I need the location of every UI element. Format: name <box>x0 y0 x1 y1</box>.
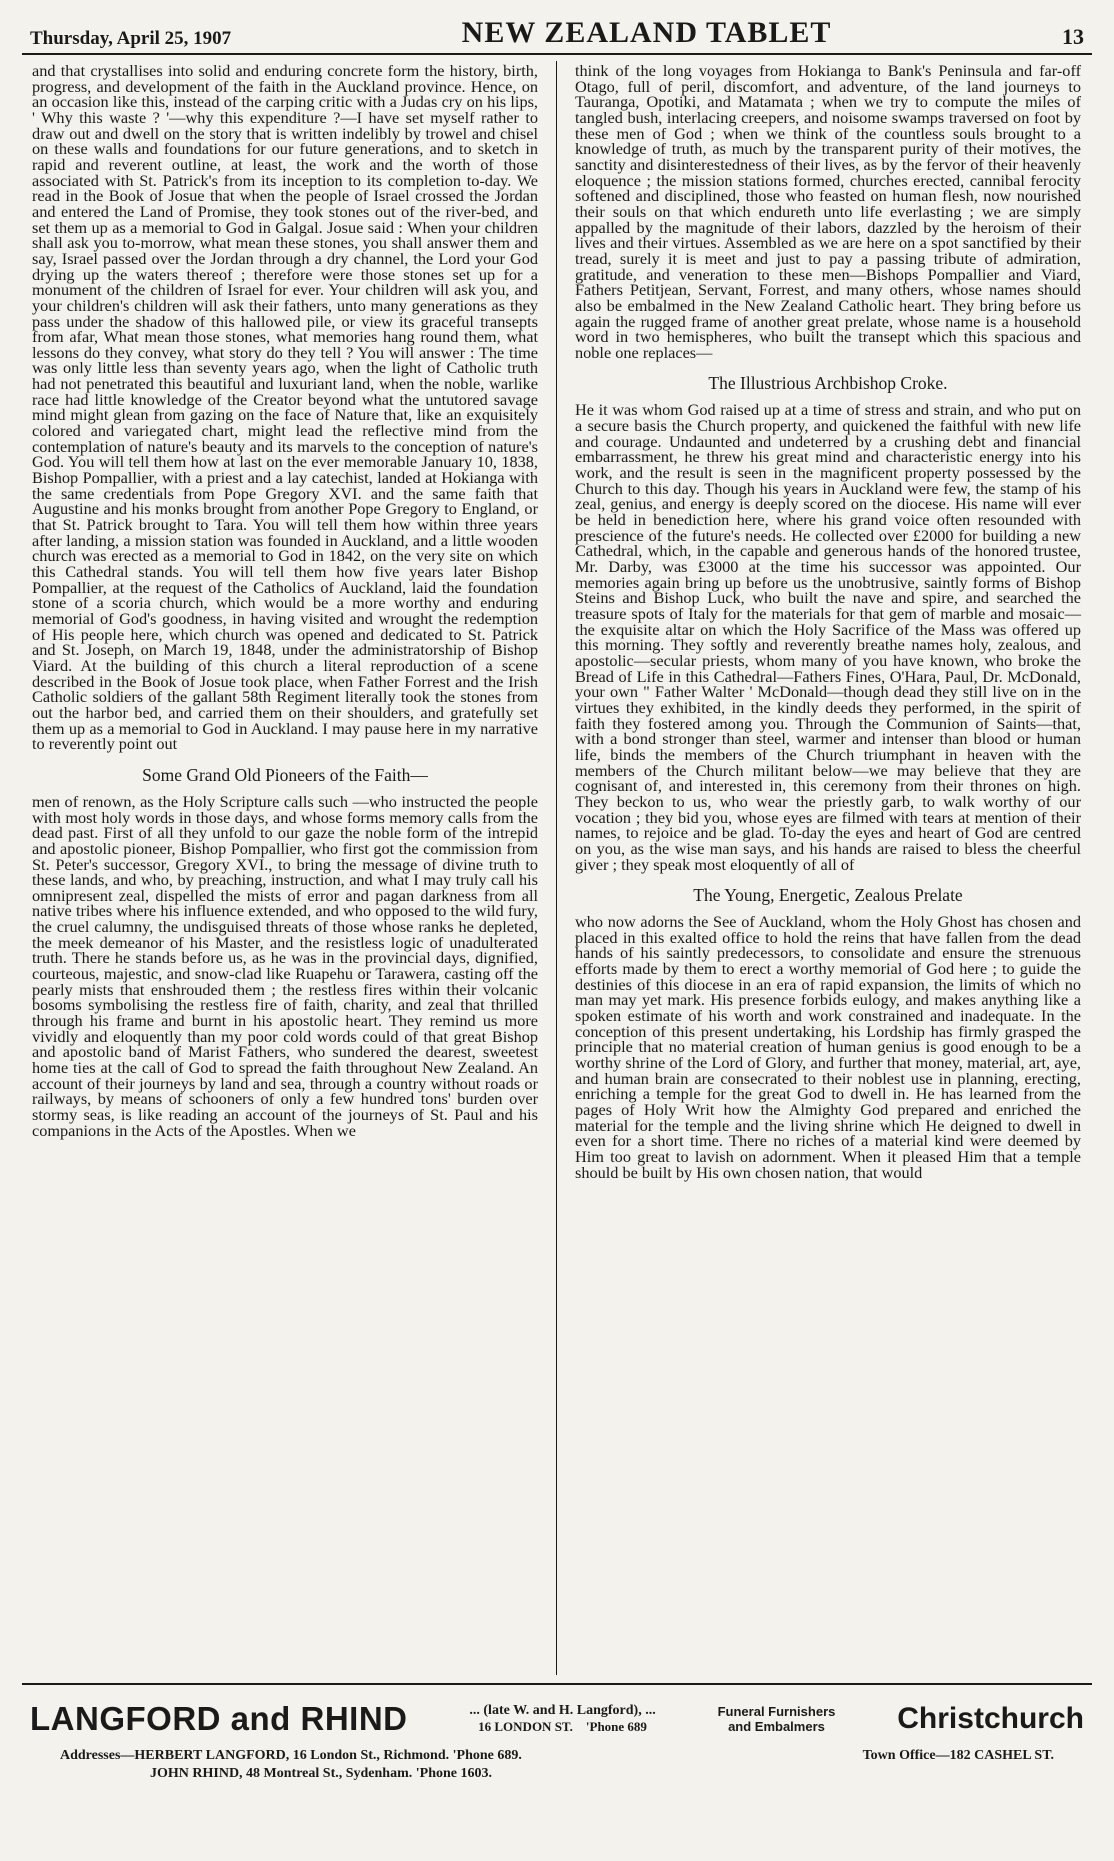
ad-address-1: Addresses—HERBERT LANGFORD, 16 London St., Richmond. 'Phone 689. <box>60 1748 522 1763</box>
ad-brand: LANGFORD and RHIND <box>30 1700 408 1737</box>
ad-details <box>469 1703 655 1735</box>
masthead <box>22 14 1092 55</box>
page-number: 13 <box>1061 24 1084 49</box>
ad-funeral-line-1: Funeral Furnishers <box>717 1704 836 1719</box>
newspaper-title: NEW ZEALAND TABLET <box>461 16 832 49</box>
left-column <box>22 59 548 1677</box>
section-subhead: The Young, Energetic, Zealous Prelate <box>693 885 963 906</box>
ad-address-2: JOHN RHIND, 48 Montreal St., Sydenham. 'Phone 1603. <box>150 1766 492 1781</box>
issue-date: Thursday, April 25, 1907 <box>30 28 232 49</box>
ad-addresses-row <box>30 1747 1084 1765</box>
article-paragraph: He it was whom God raised up at a time of stress and strain, and who put on a secure basis the Church property, and quickened the faithful with new life and courage. Undaunted and undeterred by a crushing debt and financial embarrassment, he threw his great mind and characteristic energy into his work, and the result is seen in the magnificent property possessed by the Church to this day. Though his years in Auckland were few, the stamp of his zeal, genius, and energy is deeply scored on the diocese. His name will ever be held in benediction here, where his grand voice often resounded with prescience of the future's needs. He collected over £2000 for building a new Cathedral, which, in the capable and generous hands of the honored trustee, Mr. Darby, was £3000 at the time his successor was appointed. Our memories again bring up before us the unobtrusive, saintly forms of Bishop Steins and Bishop Luck, who built the nave and spire, and searched the treasure spots of Italy for the materials for that gem of marble and mosaic—the exquisite altar on which the Holy Sacrifice of the Mass was offered up this morning. They softly and reverently breathe names holy, zealous, and apostolic—secular priests, whom many of you have known, who broke the Bread of Life in this Cathedral—Fathers Fines, O'Hara, Paul, Dr. McDonald, your own " Father Walter ' McDonald—though dead they still live on in the virtues they exhibited, in the kindly deeds they performed, in the spirit of faith they fostered among you. Through the Communion of Saints—that, with a bond stronger than steel, warmer and intenser than blood or human life, binds the members of the Church triumphant in heaven with the members of the Church militant below—we may believe that they are cognisant of, and interested in, this ceremony from their thrones on high. They beckon to us, who wear the priestly garb, to walk worthy of our vocation ; they bid you, whose eyes are filmed with tears at mention of their names, to rejoice and be glad. To-day the eyes and heart of God are centred on you, as the wise man says, and his hands are raised to bless the cheerful giver ; they speak most eloquently of all of <box>575 400 1081 874</box>
column-divider <box>556 61 557 1675</box>
section-subhead: The Illustrious Archbishop Croke. <box>708 373 948 394</box>
article-paragraph: who now adorns the See of Auckland, whom the Holy Ghost has chosen and placed in this exalted office to hold the reins that have fallen from the dead hands of his saintly predecessors, to consolidate and ensure the strenuous efforts made by them to erect a worthy memorial of God here ; to guide the destinies of this diocese in an era of rapid expansion, the limits of which no man may yet mark. His presence forbids eulogy, and makes anything like a spoken estimate of his worth and work constrained and inadequate. In the conception of this present undertaking, his Lordship has firmly grasped the principle that no material creation of human genius is good enough to be a worthy shrine of the Lord of Glory, and further that money, material, art, aye, and human brain are consecrated to their noblest use in planning, erecting, enriching a temple for the great God to dwell in. He has learned from the pages of Holy Writ how the Almighty God prepared and enriched the material for the temple and the living shrine which He deigned to dwell in even for a short time. There no riches of a material kind were deemed by Him too great to lavish on adornment. When it pleased Him that a temple should be built by His own chosen nation, that would <box>575 912 1081 1182</box>
advertisement <box>22 1685 1092 1803</box>
article-columns <box>22 59 1092 1677</box>
ad-addresses-row-2 <box>30 1765 1084 1783</box>
section-subhead: Some Grand Old Pioneers of the Faith— <box>142 764 428 785</box>
ad-street: 16 LONDON ST. <box>478 1719 573 1734</box>
ad-phone: 'Phone 689 <box>585 1719 647 1734</box>
ad-town-office: Town Office—182 CASHEL ST. <box>862 1748 1054 1763</box>
article-paragraph: think of the long voyages from Hokianga to Bank's Peninsula and far-off Otago, full of peril, discomfort, and adventure, of the land journeys to Tauranga, Opotiki, and Matamata ; when we try to compute the miles of tangled bush, interlacing creepers, and noisome swamps traversed on foot by these men of God ; when we think of the countless souls brought to a knowledge of truth, as much by the transparent purity of their motives, the sanctity and disinterestedness of their lives, as by the fervor of their heavenly eloquence ; the mission stations formed, churches erected, cannibal ferocity softened and disciplined, those who feasted on human flesh, now nourished their souls on that which endureth unto life everlasting ; we are simply appalled by the magnitude of their labors, dazzled by the heroism of their lives and their virtues. Assembled as we are here on a spot sanctified by their tread, surely it is meet and just to pay a passing tribute of admiration, gratitude, and veneration to these men—Bishops Pompallier and Viard, Fathers Petitjean, Servant, Forrest, and many others, whose names should also be embalmed in the New Zealand Catholic heart. They bring before us again the rugged frame of another great prelate, whose name is a household word in two hemispheres, who built the transept which this spacious and noble one replaces— <box>575 61 1081 362</box>
ad-funeral-services <box>718 1704 836 1734</box>
article-paragraph: men of renown, as the Holy Scripture calls such —who instructed the people with most holy words in those days, and whose forms memory calls from the dead past. First of all they unfold to our gaze the noble form of the intrepid and apostolic pioneer, Bishop Pompallier, who first got the commission from St. Peter's successor, Gregory XVI., to bring the message of divine truth to these lands, and who, by preaching, instruction, and what I may truly call his omnipresent zeal, dispelled the mists of error and pagan darkness from all native tribes where his influence extended, and who opposed to the wild fury, the cruel calumny, the undisguised threats of those whose ranks he depleted, the meek demeanor of his Master, and the resistless logic of unadulterated truth. There he stands before us, as he was in the provincial days, dignified, courteous, majestic, and snow-clad like Ruapehu or Tarawera, casting off the pearly mists that enshrouded them ; the restless fires within their volcanic bosoms symbolising the restless fire of faith, charity, and zeal that thrilled through his frame and burnt in his apostolic heart. They remind us more vividly and eloquently than my poor cold words could of that great Bishop and apostolic band of Marist Fathers, who sundered the dearest, sweetest home ties at the call of God to spread the faith throughout New Zealand. An account of their journeys by land and sea, through a country without roads or railways, by means of schooners of only a few hundred tons' burden over stormy seas, is like reading an account of the journeys of St. Paul and his companions in the Acts of the Apostles. When we <box>32 791 538 1140</box>
ad-banner <box>30 1691 1084 1747</box>
ad-late-line: ... (late W. and H. Langford), ... <box>469 1703 656 1718</box>
right-column <box>565 59 1091 1677</box>
ad-city: Christchurch <box>897 1702 1084 1735</box>
ad-street-phone <box>478 1719 647 1735</box>
ad-funeral-line-2: and Embalmers <box>728 1719 825 1734</box>
article-paragraph: and that crystallises into solid and enduring concrete form the history, birth, progress, and development of the faith in the Auckland province. Hence, on an occasion like this, instead of the carping critic with a Judas cry on his lips, ' Why this waste ? '—why this expenditure ?—I have set myself rather to draw out and dwell on the story that is written indelibly by trowel and chisel on these walls and foundations for our future generations, and to sketch in rapid and reverent outline, at least, the work and the worth of those associated with St. Patrick's from its inception to its completion to-day. We read in the Book of Josue that when the people of Israel crossed the Jordan and entered the Land of Promise, they took stones out of the river-bed, and set them up as a memorial to God in Galgal. Josue said : When your children shall ask you to-morrow, what mean these stones, you shall answer them and say, Israel passed over the Jordan through a dry channel, the Lord your God drying up the waters thereof ; therefore were those stones set up for a monument of the children of Israel for ever. Your children will ask you, and your children's children will ask their fathers, unto many generations as they pass under the shadow of this hallowed pile, or view its graceful transepts from afar, What mean those stones, what memories hang round them, what lessons do they convey, what story do they tell ? You will answer : The time was only little less than seventy years ago, when the light of Catholic truth had not penetrated this beautiful and luxuriant land, when the noble, warlike race had little knowledge of the Creator beyond what the untutored savage mind might glean from gazing on the face of Nature that, like an exquisitely colored and variegated chart, might lead the reflective mind from the contemplation of nature's beauty and its marvels to the conception of nature's God. You will tell them how at last on the ever memorable January 10, 1838, Bishop Pompallier, with a priest and a lay catechist, landed at Hokianga with the same credentials from Pope Gregory XVI. and the same faith that Augustine and his monks brought from another Pope Gregory to England, or that St. Patrick brought to Tara. You will tell them how within three years after landing, a mission station was founded in Auckland, and a little wooden church was erected as a memorial to God in 1842, on the very site on which this Cathedral stands. You will tell them how five years later Bishop Pompallier, at the request of the Catholics of Auckland, laid the foundation stone of a scoria church, which would be a more worthy and enduring memorial of God's goodness, in having visited and wrought the redemption of His people here, which church was opened and dedicated to St. Patrick and St. Joseph, on March 19, 1848, under the administratorship of Bishop Viard. At the building of this church a literal reproduction of a scene described in the Book of Josue took place, when Father Forrest and the Irish Catholic soldiers of the gallant 58th Regiment literally took the stones from out the harbor bed, and carried them on their shoulders, and gratefully set them up as a memorial to God in Auckland. I may pause here in my narrative to reverently point out <box>32 61 538 754</box>
